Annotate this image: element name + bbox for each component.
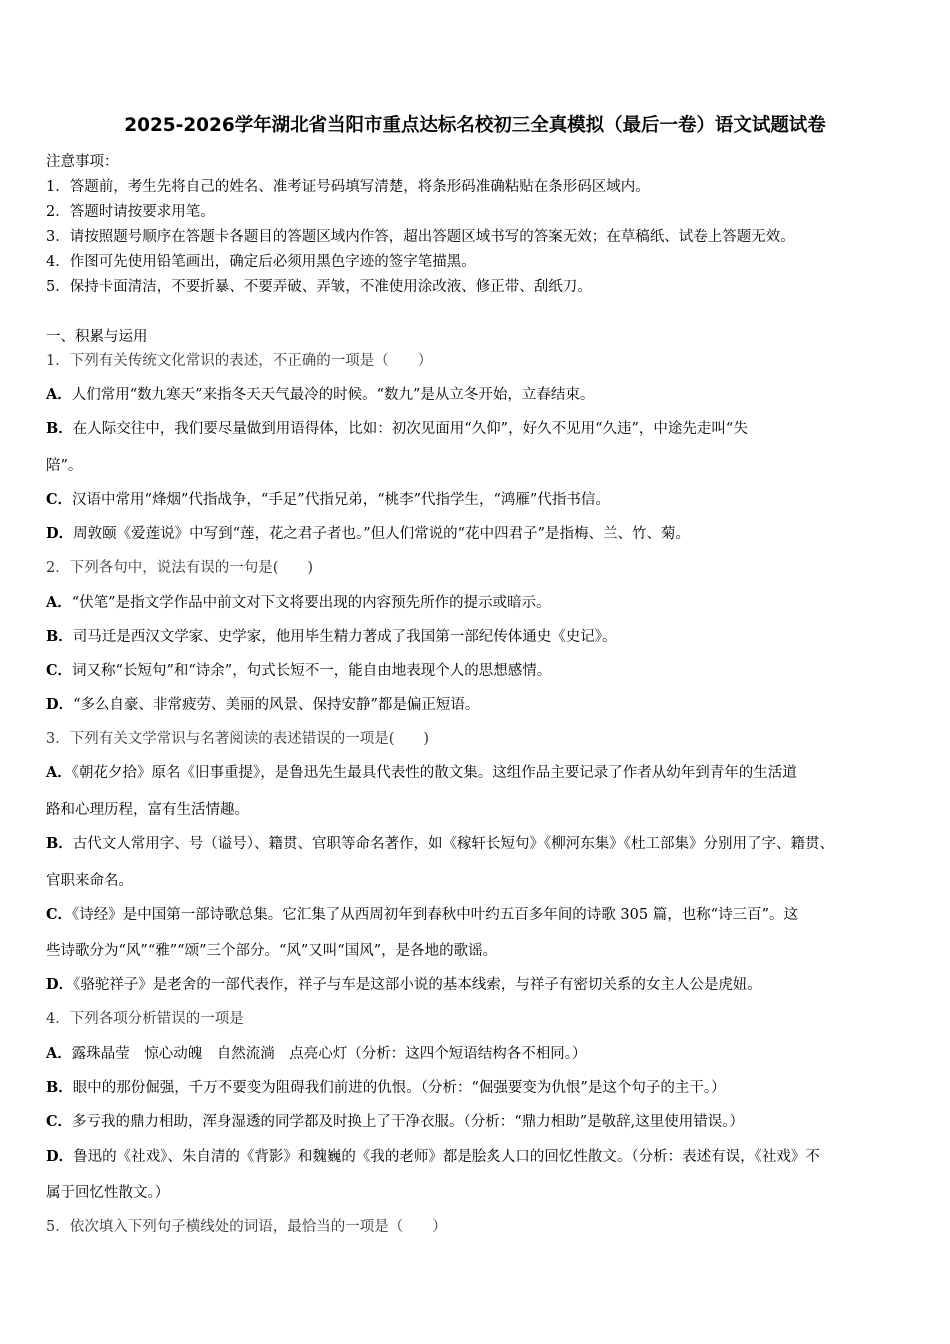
option-text: 词又称“长短句”和“诗余”，句式长短不一，能自由地表现个人的思想感情。	[72, 663, 552, 679]
option-text: 《诗经》是中国第一部诗歌总集。它汇集了从西周初年到春秋中叶约五百多年间的诗歌 305 篇，也称“诗三百”。这	[72, 907, 799, 923]
section-title: 一、积累与运用	[46, 329, 148, 345]
question-5-stem: 5．依次填入下列句子横线处的词语，最恰当的一项是（ ）	[46, 1219, 447, 1235]
notice-item-2: 2．答题时请按要求用笔。	[46, 204, 215, 220]
question-1-option-c	[46, 490, 610, 510]
option-text: 眼中的那份倔强，千万不要变为阻碍我们前进的仇恨。（分析：“倔强要变为仇恨”是这个句子的主干。）	[72, 1080, 726, 1096]
notice-item-5: 5．保持卡面清洁，不要折暴、不要弄破、弄皱，不准使用涂改液、修正带、刮纸刀。	[46, 279, 592, 295]
question-1-stem: 1．下列有关传统文化常识的表述，不正确的一项是（ ）	[46, 353, 433, 369]
option-letter: C．	[46, 662, 73, 679]
notice-item-4: 4．作图可先使用铅笔画出，确定后必须用黑色字迹的签字笔描黑。	[46, 254, 476, 270]
question-3-option-c-cont: 些诗歌分为“风”“雅”“颂”三个部分。“风”又叫“国风”，是各地的歌谣。	[46, 943, 498, 959]
option-text: 鲁迅的《社戏》、朱自清的《背影》和魏巍的《我的老师》都是脍炙人口的回忆性散文。（分析：表述有误，《社戏》不	[73, 1149, 820, 1165]
option-text: 人们常用“数九寒天”来指冬天天气最冷的时候。“数九”是从立冬开始，立春结束。	[71, 387, 595, 403]
option-letter: B．	[46, 628, 73, 645]
option-text: 《骆驼祥子》是老舍的一部代表作，祥子与车是这部小说的基本线索，与祥子有密切关系的女主人公是虎妞。	[73, 977, 762, 993]
option-letter: D．	[46, 525, 74, 542]
option-text: 《朝花夕拾》原名《旧事重提》，是鲁迅先生最具代表性的散文集。这组作品主要记录了作者从幼年到青年的生活道	[71, 765, 797, 781]
option-letter: D．	[46, 1148, 74, 1165]
notice-item-1: 1．答题前，考生先将自己的姓名、准考证号码填写清楚，将条形码准确粘贴在条形码区域内。	[46, 179, 650, 195]
option-text: “多么自豪、非常疲劳、美丽的风景、保持安静”都是偏正短语。	[73, 697, 480, 713]
notice-heading: 注意事项：	[46, 154, 119, 170]
question-1-option-a	[46, 385, 594, 405]
question-4-option-c	[46, 1112, 744, 1132]
question-4-option-d	[46, 1147, 820, 1167]
notice-item-3: 3．请按照题号顺序在答题卡各题目的答题区域内作答，超出答题区域书写的答案无效；在草稿纸、试卷上答题无效。	[46, 229, 795, 245]
option-text: 周敦颐《爱莲说》中写到“莲，花之君子者也。”但人们常说的“花中四君子”是指梅、兰、竹、菊。	[73, 526, 690, 542]
option-text: 露珠晶莹 惊心动魄 自然流淌 点亮心灯（分析：这四个短语结构各不相同。）	[71, 1046, 587, 1062]
question-2-stem: 2．下列各句中，说法有误的一句是( )	[46, 560, 314, 576]
question-2-option-c	[46, 661, 551, 681]
question-4-option-b	[46, 1078, 726, 1098]
question-2-option-b	[46, 627, 617, 647]
question-1-option-b	[46, 419, 748, 439]
question-3-option-a-cont: 路和心理历程，富有生活情趣。	[46, 802, 249, 818]
option-text: 多亏我的鼎力相助，浑身湿透的同学都及时换上了干净衣服。（分析：“鼎力相助”是敬辞,这里使用错误。）	[72, 1114, 744, 1130]
option-letter: B．	[46, 420, 73, 437]
option-text: 司马迁是西汉文学家、史学家，他用毕生精力著成了我国第一部纪传体通史《史记》。	[72, 629, 617, 645]
option-letter: A．	[46, 1045, 72, 1062]
option-letter: C．	[46, 906, 73, 923]
question-3-option-b-cont: 官职来命名。	[46, 873, 133, 889]
option-letter: A．	[46, 386, 72, 403]
option-letter: A．	[46, 594, 72, 611]
option-letter: C．	[46, 1113, 73, 1130]
option-text: “伏笔”是指文学作品中前文对下文将要出现的内容预先所作的提示或暗示。	[71, 595, 551, 611]
question-4-option-d-cont: 属于回忆性散文。）	[46, 1185, 170, 1201]
option-letter: C．	[46, 491, 73, 508]
question-1-option-b-cont: 陪”。	[46, 458, 83, 474]
question-3-stem: 3．下列有关文学常识与名著阅读的表述错误的一项是( )	[46, 731, 430, 747]
page-title: 2025-2026学年湖北省当阳市重点达标名校初三全真模拟（最后一卷）语文试题试卷	[124, 115, 826, 136]
option-text: 在人际交往中，我们要尽量做到用语得体，比如：初次见面用“久仰”，好久不见用“久违”，中途先走叫“失	[72, 421, 748, 437]
question-3-option-a	[46, 763, 797, 783]
question-4-option-a	[46, 1044, 587, 1064]
option-letter: A．	[46, 764, 72, 781]
question-3-option-c	[46, 905, 798, 925]
question-1-option-d	[46, 524, 690, 544]
question-3-option-b	[46, 834, 834, 854]
question-2-option-a	[46, 593, 551, 613]
option-letter: B．	[46, 1079, 73, 1096]
option-letter: D．	[46, 976, 74, 993]
option-letter: D．	[46, 696, 74, 713]
option-text: 汉语中常用“烽烟”代指战争，“手足”代指兄弟，“桃李”代指学生，“鸿雁”代指书信。	[72, 492, 610, 508]
option-text: 古代文人常用字、号（谥号）、籍贯、官职等命名著作，如《稼轩长短句》《柳河东集》《杜工部集》分别用了字、籍贯、	[72, 836, 835, 852]
question-4-stem: 4．下列各项分析错误的一项是	[46, 1011, 244, 1027]
question-2-option-d	[46, 695, 479, 715]
question-3-option-d	[46, 975, 762, 995]
option-letter: B．	[46, 835, 73, 852]
